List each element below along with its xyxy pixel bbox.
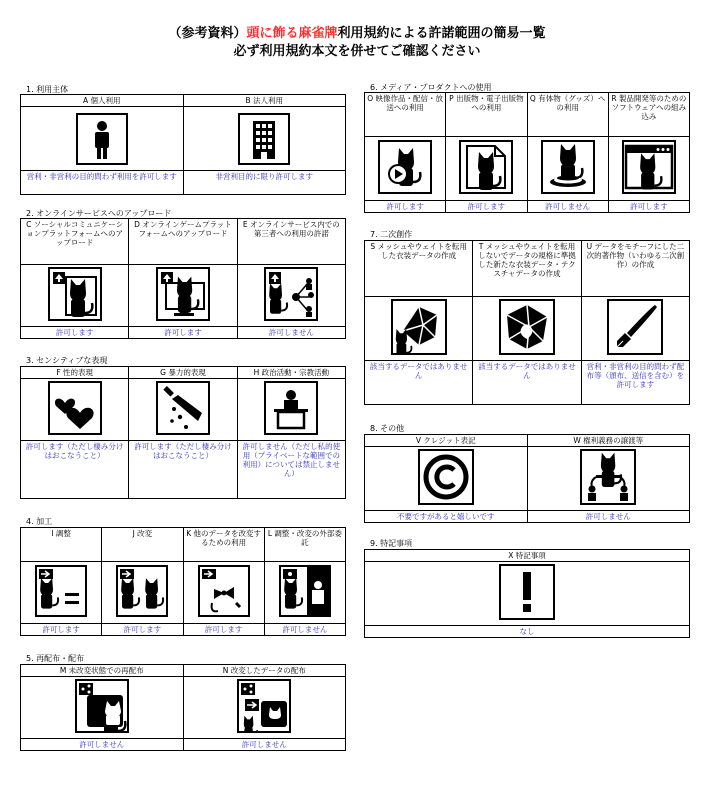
window-cat-icon xyxy=(622,140,676,194)
label-k: K 他のデータを改変するための利用 xyxy=(183,528,264,562)
transfer-icon xyxy=(580,449,636,505)
label-c: C ソーシャルコミュニケーションプラットフォームへのアップロード xyxy=(21,219,129,265)
result-s: 該当するデータではありません xyxy=(365,361,473,405)
label-t: T メッシュやウェイトを転用しないでデータの規格に準拠した新たな衣装データ・テクスチャデータの作成 xyxy=(473,241,581,297)
label-u: U データをモチーフにした二次的著作物（いわゆる二次創作）の作成 xyxy=(581,241,689,297)
result-d: 許可します xyxy=(129,327,237,339)
result-o: 許可します xyxy=(365,201,446,213)
result-b: 非営利目的に限り許可します xyxy=(183,171,346,195)
result-k: 許可します xyxy=(183,624,264,636)
bow-icon xyxy=(198,565,250,617)
mesh-cat-icon xyxy=(391,299,447,355)
label-e: E オンラインサービス内での第三者への利用の許諾 xyxy=(237,219,345,265)
result-t: 該当するデータではありません xyxy=(473,361,581,405)
building-icon xyxy=(238,113,290,165)
figure-cat-icon xyxy=(541,140,595,194)
label-g: G 暴力的表現 xyxy=(129,367,237,379)
result-j: 許可します xyxy=(102,624,183,636)
section-1 xyxy=(20,94,346,195)
person-icon xyxy=(76,113,128,165)
result-n: 許可しません xyxy=(183,739,346,751)
section-9 xyxy=(364,549,690,638)
label-i: I 調整 xyxy=(21,528,102,562)
upload-monitor-cat-icon xyxy=(156,267,210,321)
section-7-title: 7. 二次創作 xyxy=(370,230,413,239)
outsource-icon xyxy=(279,565,331,617)
section-8 xyxy=(364,434,690,523)
result-a: 営利・非営利の目的問わず利用を許可します xyxy=(21,171,184,195)
section-2 xyxy=(20,218,346,339)
result-l: 許可しません xyxy=(264,624,345,636)
label-f: F 性的表現 xyxy=(21,367,129,379)
share-network-icon xyxy=(264,267,318,321)
page-subtitle: 必ず利用規約本文を併せてご確認ください xyxy=(233,44,481,59)
pen-icon xyxy=(607,299,663,355)
label-v: V クレジット表記 xyxy=(365,435,528,447)
share-cat-icon xyxy=(75,679,129,733)
section-4-title: 4. 加工 xyxy=(26,517,53,526)
label-h: H 政治活動・宗教活動 xyxy=(237,367,345,379)
label-p: P 出版物・電子出版物への利用 xyxy=(446,93,527,137)
result-m: 許可しません xyxy=(21,739,184,751)
label-q: Q 有体物（グッズ）への利用 xyxy=(527,93,608,137)
section-2-title: 2. オンラインサービスへのアップロード xyxy=(26,209,172,218)
podium-icon xyxy=(264,381,318,435)
copyright-icon xyxy=(418,449,474,505)
section-1-title: 1. 利用主体 xyxy=(26,85,69,94)
label-m: M 未改変状態での再配布 xyxy=(21,665,184,677)
label-x: X 特記事項 xyxy=(365,550,690,562)
result-u: 営利・非営利の目的問わず配布等（頒布、送信を含む）を許可します xyxy=(581,361,689,405)
knife-icon xyxy=(156,381,210,435)
page-title xyxy=(0,22,714,41)
result-p: 許可します xyxy=(446,201,527,213)
label-d: D オンラインゲームプラットフォームへのアップロード xyxy=(129,219,237,265)
label-j: J 改変 xyxy=(102,528,183,562)
label-b: B 法人利用 xyxy=(183,95,346,107)
label-r: R 製品開発等のためのソフトウェアへの組み込み xyxy=(608,93,689,137)
section-6 xyxy=(364,92,690,213)
title-suffix: 利用規約による許諾範囲の簡易一覧 xyxy=(337,26,546,41)
result-g: 許可します（ただし棲み分けはおこなうこと） xyxy=(129,441,237,499)
label-l: L 調整・改変の外部委託 xyxy=(264,528,345,562)
label-w: W 権利義務の譲渡等 xyxy=(527,435,690,447)
video-cat-icon xyxy=(378,140,432,194)
document-cat-icon xyxy=(459,140,513,194)
result-f: 許可します（ただし棲み分けはおこなうこと） xyxy=(21,441,129,499)
adjust-icon xyxy=(35,565,87,617)
result-h: 許可しません（ただし私的使用（プライベートな範囲での利用）については禁止しません） xyxy=(237,441,345,499)
section-3 xyxy=(20,366,346,499)
section-4 xyxy=(20,527,346,636)
title-brand: 頭に飾る麻雀牌 xyxy=(246,26,338,41)
section-5-title: 5. 再配布・配布 xyxy=(26,654,85,663)
section-3-title: 3. センシティブな表現 xyxy=(26,356,108,365)
upload-cat-icon xyxy=(48,267,102,321)
section-6-title: 6. メディア・プロダクトへの使用 xyxy=(370,83,492,92)
result-e: 許可しません xyxy=(237,327,345,339)
share-modified-icon xyxy=(237,679,291,733)
result-x: なし xyxy=(365,626,690,638)
section-8-title: 8. その他 xyxy=(370,424,405,433)
result-r: 許可します xyxy=(608,201,689,213)
result-v: 不要ですがあると嬉しいです xyxy=(365,511,528,523)
modify-icon xyxy=(116,565,168,617)
result-w: 許可しません xyxy=(527,511,690,523)
result-i: 許可します xyxy=(21,624,102,636)
leaf-icon xyxy=(499,299,555,355)
result-q: 許可しません xyxy=(527,201,608,213)
label-s: S メッシュやウェイトを転用した衣装データの作成 xyxy=(365,241,473,297)
label-o: O 映像作品・配信・放送への利用 xyxy=(365,93,446,137)
section-5 xyxy=(20,664,346,751)
label-n: N 改変したデータの配布 xyxy=(183,665,346,677)
section-7 xyxy=(364,240,690,405)
result-c: 許可します xyxy=(21,327,129,339)
hearts-icon xyxy=(48,381,102,435)
label-a: A 個人利用 xyxy=(21,95,184,107)
section-9-title: 9. 特記事項 xyxy=(370,539,413,548)
exclamation-icon xyxy=(499,564,555,620)
title-prefix: （参考資料） xyxy=(168,26,247,41)
